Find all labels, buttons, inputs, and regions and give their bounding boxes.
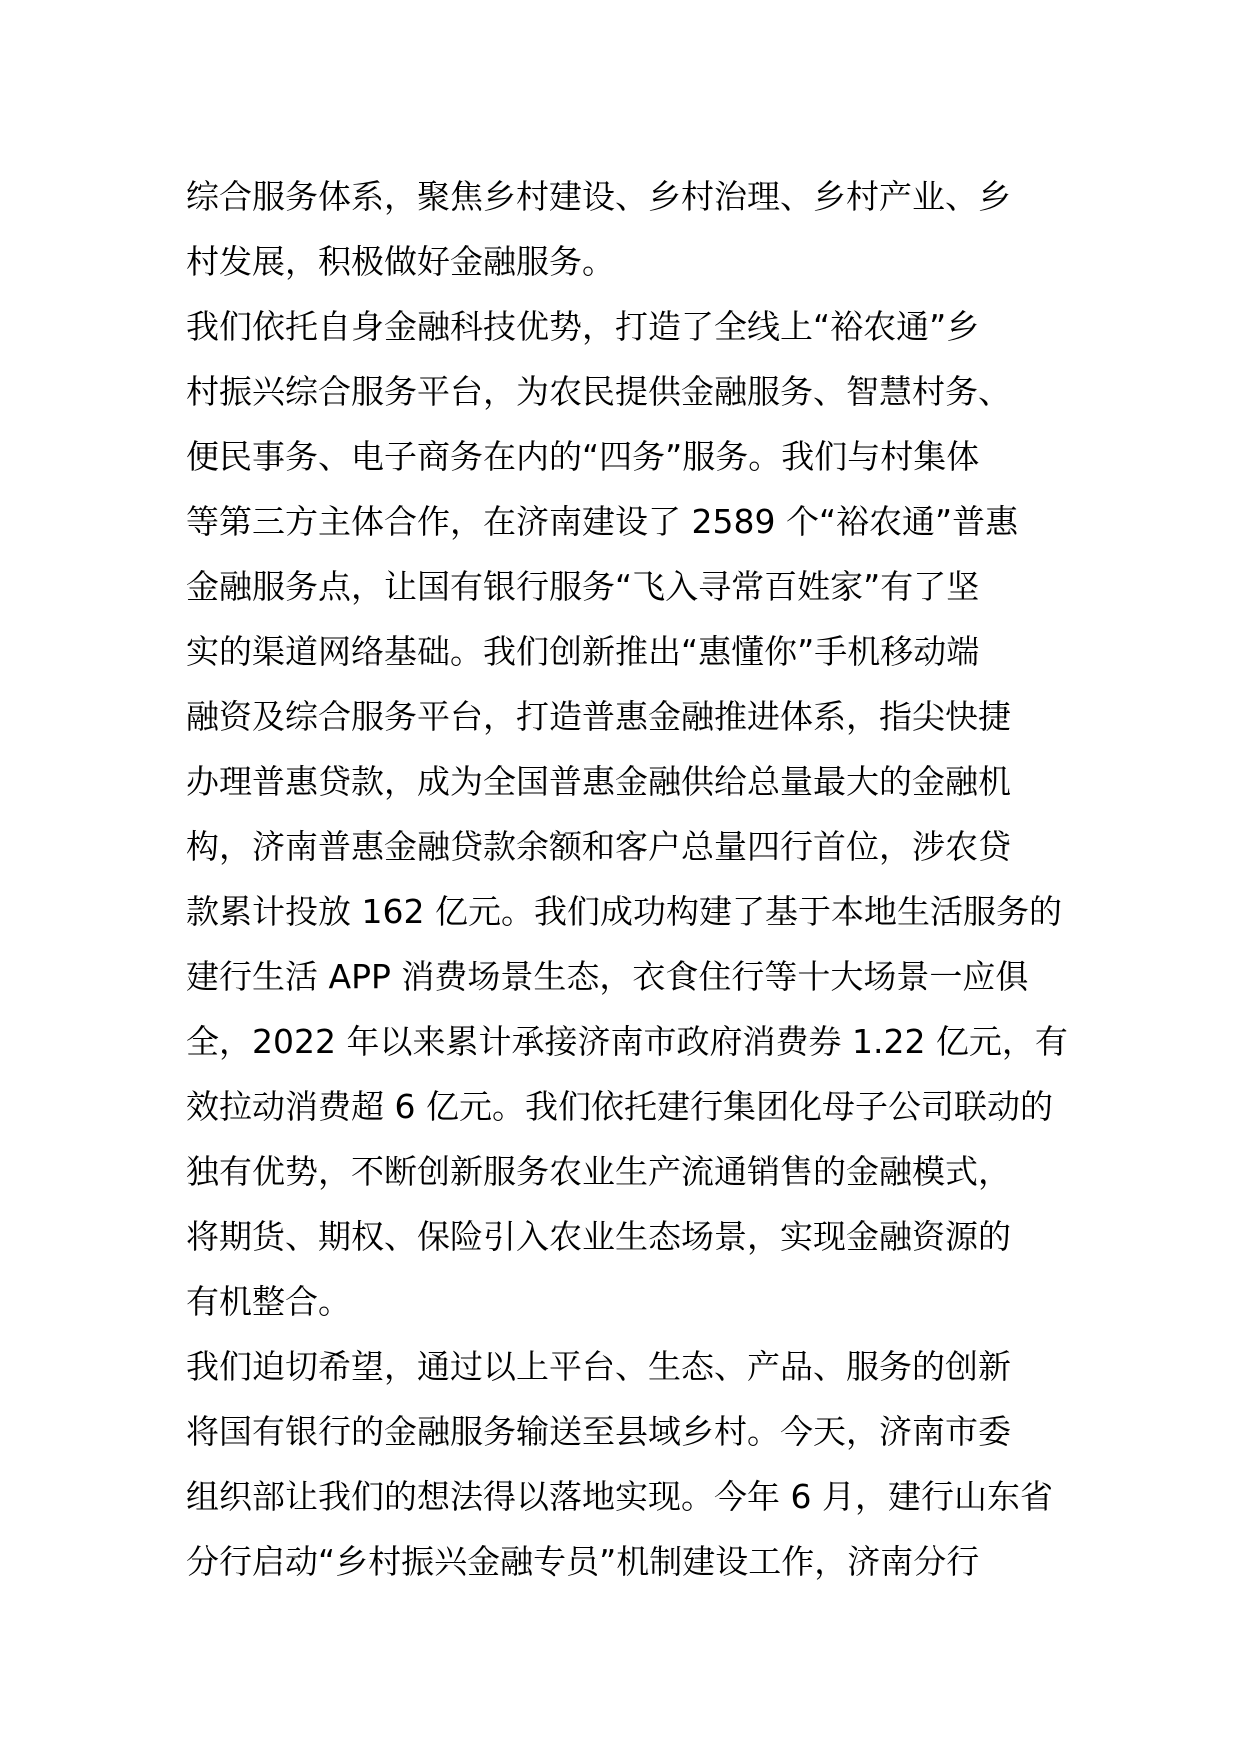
text-line: 全，2022 年以来累计承接济南市政府消费券 1.22 亿元，有 [186, 1022, 1068, 1061]
text-line: 金融服务点，让国有银行服务“飞入寻常百姓家”有了坚 [186, 567, 980, 606]
text-line: 融资及综合服务平台，打造普惠金融推进体系，指尖快捷 [186, 697, 1011, 736]
text-line: 办理普惠贷款，成为全国普惠金融供给总量最大的金融机 [186, 762, 1011, 801]
text-line: 实的渠道网络基础。我们创新推出“惠懂你”手机移动端 [186, 632, 980, 671]
text-line: 建行生活 APP 消费场景生态，衣食住行等十大场景一应俱 [186, 957, 1029, 996]
text-line: 分行启动“乡村振兴金融专员”机制建设工作，济南分行 [186, 1542, 980, 1581]
text-line: 我们迫切希望，通过以上平台、生态、产品、服务的创新 [186, 1347, 1011, 1386]
text-line: 将期货、期权、保险引入农业生态场景，实现金融资源的 [186, 1217, 1011, 1256]
text-line: 综合服务体系，聚焦乡村建设、乡村治理、乡村产业、乡 [186, 177, 1011, 216]
text-line: 等第三方主体合作，在济南建设了 2589 个“裕农通”普惠 [186, 502, 1019, 541]
text-line: 独有优势，不断创新服务农业生产流通销售的金融模式， [186, 1152, 1011, 1191]
text-line: 组织部让我们的想法得以落地实现。今年 6 月，建行山东省 [186, 1477, 1053, 1516]
text-line: 我们依托自身金融科技优势，打造了全线上“裕农通”乡 [186, 307, 980, 346]
text-line: 款累计投放 162 亿元。我们成功构建了基于本地生活服务的 [186, 892, 1062, 931]
text-line: 将国有银行的金融服务输送至县域乡村。今天，济南市委 [186, 1412, 1011, 1451]
text-line: 效拉动消费超 6 亿元。我们依托建行集团化母子公司联动的 [186, 1087, 1053, 1126]
text-line: 构，济南普惠金融贷款余额和客户总量四行首位，涉农贷 [186, 827, 1011, 866]
text-line: 村发展，积极做好金融服务。 [186, 242, 615, 281]
body-text [186, 164, 1066, 1594]
text-line: 村振兴综合服务平台，为农民提供金融服务、智慧村务、 [186, 372, 1011, 411]
text-line: 便民事务、电子商务在内的“四务”服务。我们与村集体 [186, 437, 980, 476]
text-line: 有机整合。 [186, 1282, 351, 1321]
